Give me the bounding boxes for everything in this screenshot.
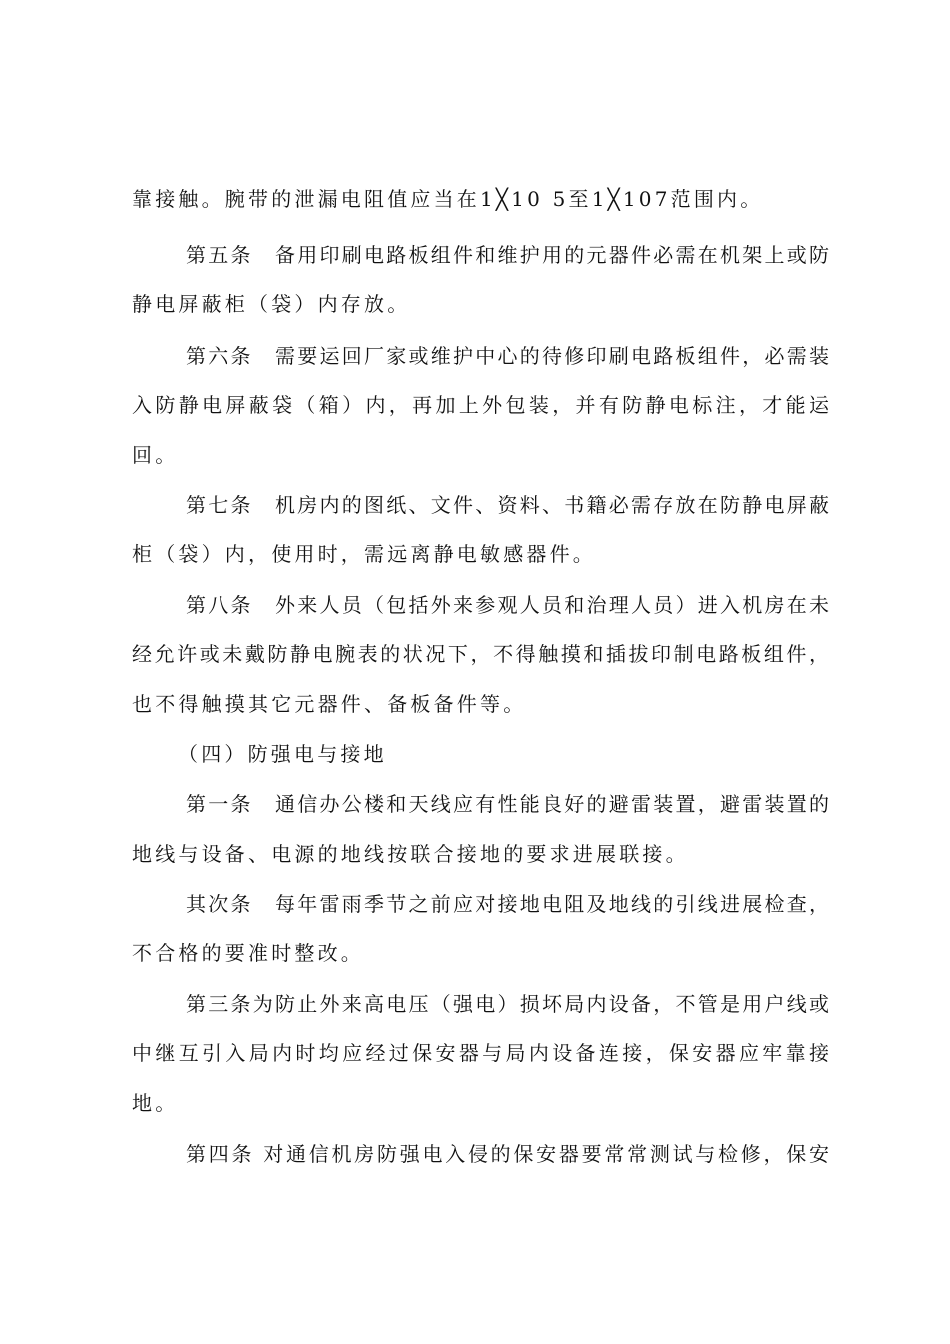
text-line-4: 第六条 需要运回厂家或维护中心的待修印刷电路板组件，必需装 bbox=[186, 344, 829, 368]
text-line-9: 第八条 外来人员（包括外来参观人员和治理人员）进入机房在未 bbox=[186, 593, 829, 617]
section-heading: （四）防强电与接地 bbox=[178, 742, 387, 766]
text-line-10: 经允许或未戴防静电腕表的状况下，不得触摸和插拔印制电路板组件， bbox=[132, 642, 829, 666]
text-line-6: 回。 bbox=[132, 443, 179, 467]
text-line-17: 第三条为防止外来高电压（强电）损坏局内设备，不管是用户线或 bbox=[186, 992, 829, 1016]
text-line-20: 第四条 对通信机房防强电入侵的保安器要常常测试与检修，保安 bbox=[186, 1142, 829, 1166]
text-line-5: 入防静电屏蔽袋（箱）内，再加上外包装，并有防静电标注，才能运 bbox=[132, 393, 829, 417]
text-line-7: 第七条 机房内的图纸、文件、资料、书籍必需存放在防静电屏蔽 bbox=[186, 493, 829, 517]
text-line-11: 也不得触摸其它元器件、备板备件等。 bbox=[132, 692, 527, 716]
text-line-1: 靠接触。腕带的泄漏电阻值应当在1╳10 5至1╳107范围内。 bbox=[132, 187, 764, 211]
text-line-13: 第一条 通信办公楼和天线应有性能良好的避雷装置，避雷装置的 bbox=[186, 792, 829, 816]
text-line-2: 第五条 备用印刷电路板组件和维护用的元器件必需在机架上或防 bbox=[186, 243, 829, 267]
text-line-18: 中继互引入局内时均应经过保安器与局内设备连接，保安器应牢靠接 bbox=[132, 1041, 829, 1065]
text-line-8: 柜（袋）内，使用时，需远离静电敏感器件。 bbox=[132, 542, 596, 566]
text-line-19: 地。 bbox=[132, 1091, 179, 1115]
text-line-3: 静电屏蔽柜（袋）内存放。 bbox=[132, 292, 411, 316]
text-line-16: 不合格的要准时整改。 bbox=[132, 941, 364, 965]
text-line-14: 地线与设备、电源的地线按联合接地的要求进展联接。 bbox=[132, 842, 689, 866]
text-line-15: 其次条 每年雷雨季节之前应对接地电阻及地线的引线进展检查， bbox=[186, 892, 829, 916]
